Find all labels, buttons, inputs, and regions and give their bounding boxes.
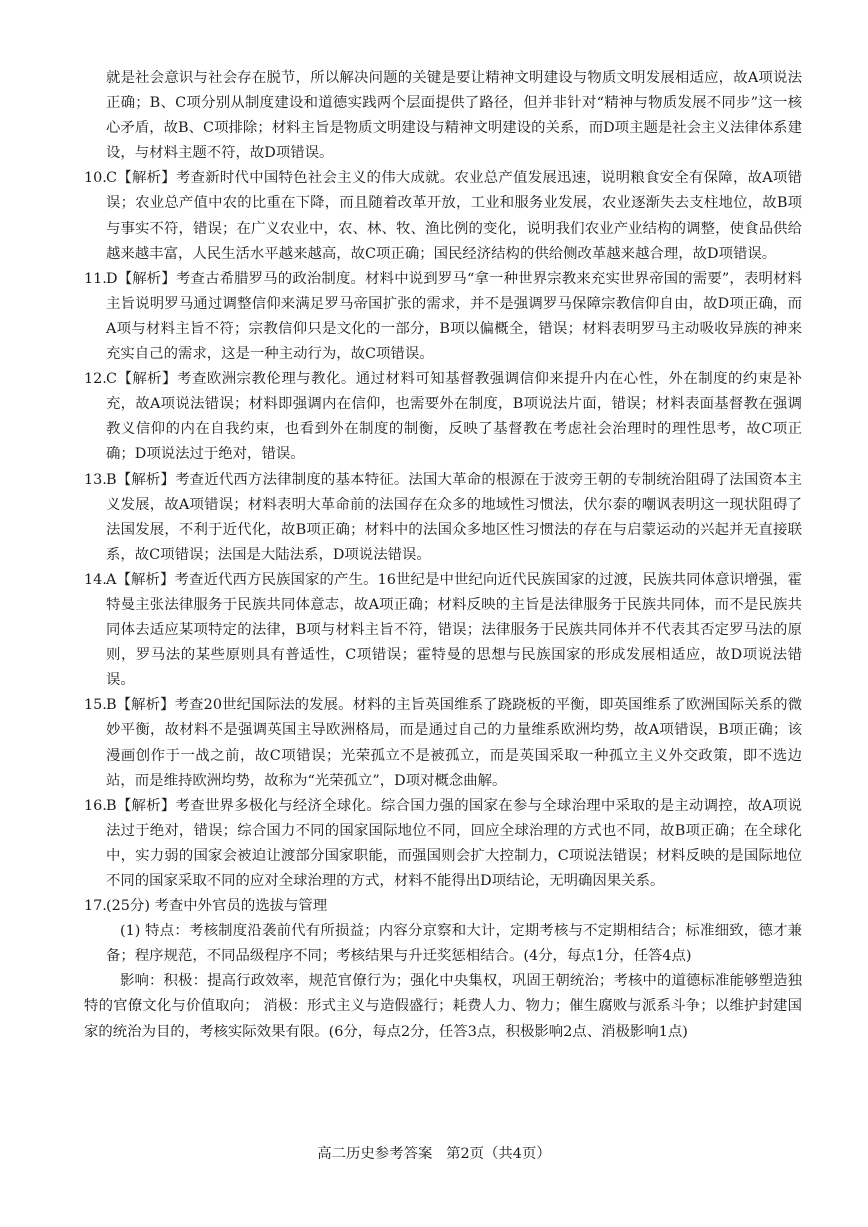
answer-text: C【解析】考查新时代中国特色社会主义的伟大成就。农业总产值发展迅速，说明粮食安全有保障，故A项错误；农业总产值中农的比重在下降，而且随着改革开放，工业和服务业发展，农业逐渐失去支柱地位，故B项与事实不符，错误；在广义农业中，农、林、牧、渔比例的变化，说明我们农业产业结构的调整，使食品供给越来越丰富，人民生活水平越来越高，故C项正确；国民经济结构的供给侧改革越来越合理，故D项错误。: [106, 170, 802, 262]
answer-item-11: [84, 267, 802, 367]
question-number: 15.: [84, 697, 107, 714]
question-number: 11.: [84, 270, 107, 287]
answer-item-12: [84, 367, 802, 467]
q17-impact: 影响：积极：提高行政效率，规范官僚行为；强化中央集权，巩固王朝统治；考核中的道德标准能够塑造独特的官僚文化与价值取向； 消极：形式主义与造假盛行；耗费人力、物力；催生腐败与派系斗争；以维护封建国家的统治为目的，考核实际效果有限。(6分，每点2分，任答3点，积极影响2点、消极影响1点): [84, 973, 802, 1040]
question-number: 16.: [84, 797, 107, 814]
answer-content: [84, 66, 802, 1045]
answer-item-15: [84, 693, 802, 793]
answer-item-14: [84, 568, 802, 693]
answer-text: B【解析】考查世界多极化与经济全球化。综合国力强的国家在参与全球治理中采取的是主动调控，故A项说法过于绝对，错误；综合国力不同的国家国际地位不同，回应全球治理的方式也不同，故B项正确；在全球化中，实力弱的国家会被迫让渡部分国家职能，而强国则会扩大控制力，C项说法错误；材料反映的是国际地位不同的国家采取不同的应对全球治理的方式，材料不能得出D项结论，无明确因果关系。: [106, 797, 802, 889]
answer-text: B【解析】考查20世纪国际法的发展。材料的主旨英国维系了跷跷板的平衡，即英国维系了欧洲国际关系的微妙平衡，故材料不是强调英国主导欧洲格局，而是通过自己的力量维系欧洲均势，故A项错误，B项正确；该漫画创作于一战之前，故C项错误；光荣孤立不是被孤立，而是英国采取一种孤立主义外交政策，即不选边站，而是维持欧洲均势，故称为“光荣孤立”，D项对概念曲解。: [106, 697, 802, 789]
answer-item-13: [84, 468, 802, 568]
answer-text: B【解析】考查近代西方法律制度的基本特征。法国大革命的根源在于波旁王朝的专制统治阻碍了法国资本主义发展，故A项错误；材料表明大革命前的法国存在众多的地域性习惯法，伏尔泰的嘲讽表明这一现状阻碍了法国发展，不利于近代化，故B项正确；材料中的法国众多地区性习惯法的存在与启蒙运动的兴起并无直接联系，故C项错误；法国是大陆法系，D项说法错误。: [106, 471, 802, 563]
answer-item-10: [84, 166, 802, 266]
page-footer: 高二历史参考答案 第2页（共4页）: [317, 1146, 551, 1162]
answer-heading: (25分) 考查中外官员的选拔与管理: [106, 898, 328, 915]
q17-characteristics: (1) 特点：考核制度沿袭前代有所损益；内容分京察和大计，定期考核与不定期相结合；标准细致，德才兼备；程序规范，不同品级程序不同；考核结果与升迁奖惩相结合。(4分，每点1分，任答4点): [106, 923, 802, 965]
answer-text: C【解析】考查欧洲宗教伦理与教化。通过材料可知基督教强调信仰来提升内在心性，外在制度的约束是补充，故A项说法错误；材料即强调内在信仰，也需要外在制度，B项说法片面，错误；材料表面基督教在强调教义信仰的内在自我约束，也看到外在制度的制衡，反映了基督教在考虑社会治理时的理性思考，故C项正确；D项说法过于绝对，错误。: [106, 371, 802, 463]
question-number: 14.: [84, 571, 107, 588]
question-number: 13.: [84, 471, 107, 488]
q9-continuation: 就是社会意识与社会存在脱节，所以解决问题的关键是要让精神文明建设与物质文明发展相适应，故A项说法正确；B、C项分别从制度建设和道德实践两个层面提供了路径，但并非针对“精神与物质发展不同步”这一核心矛盾，故B、C项排除；材料主旨是物质文明建设与精神文明建设的关系，而D项主题是社会主义法律体系建设，与材料主题不符，故D项错误。: [106, 70, 802, 162]
answer-text: A【解析】考查近代西方民族国家的产生。16世纪是中世纪向近代民族国家的过渡，民族共同体意识增强，霍特曼主张法律服务于民族共同体意志，故A项正确；材料反映的主旨是法律服务于民族共同体，而不是民族共同体去适应某项特定的法律，B项与材料主旨不符，错误；法律服务于民族共同体并不代表其否定罗马法的原则，罗马法的某些原则具有普适性，C项错误；霍特曼的思想与民族国家的形成发展相适应，故D项说法错误。: [106, 571, 802, 689]
question-number: 10.: [84, 170, 107, 187]
answer-text: D【解析】考查古希腊罗马的政治制度。材料中说到罗马“拿一种世界宗教来充实世界帝国的需要”，表明材料主旨说明罗马通过调整信仰来满足罗马帝国扩张的需求，并不是强调罗马保障宗教信仰自由，故D项正确，而A项与材料主旨不符；宗教信仰只是文化的一部分，B项以偏概全，错误；材料表明罗马主动吸收异族的神来充实自己的需求，这是一种主动行为，故C项错误。: [106, 270, 802, 363]
question-number: 12.: [84, 371, 107, 388]
answer-item-16: [84, 794, 802, 894]
answer-item-17: [84, 894, 802, 919]
question-number: 17.: [84, 898, 107, 915]
